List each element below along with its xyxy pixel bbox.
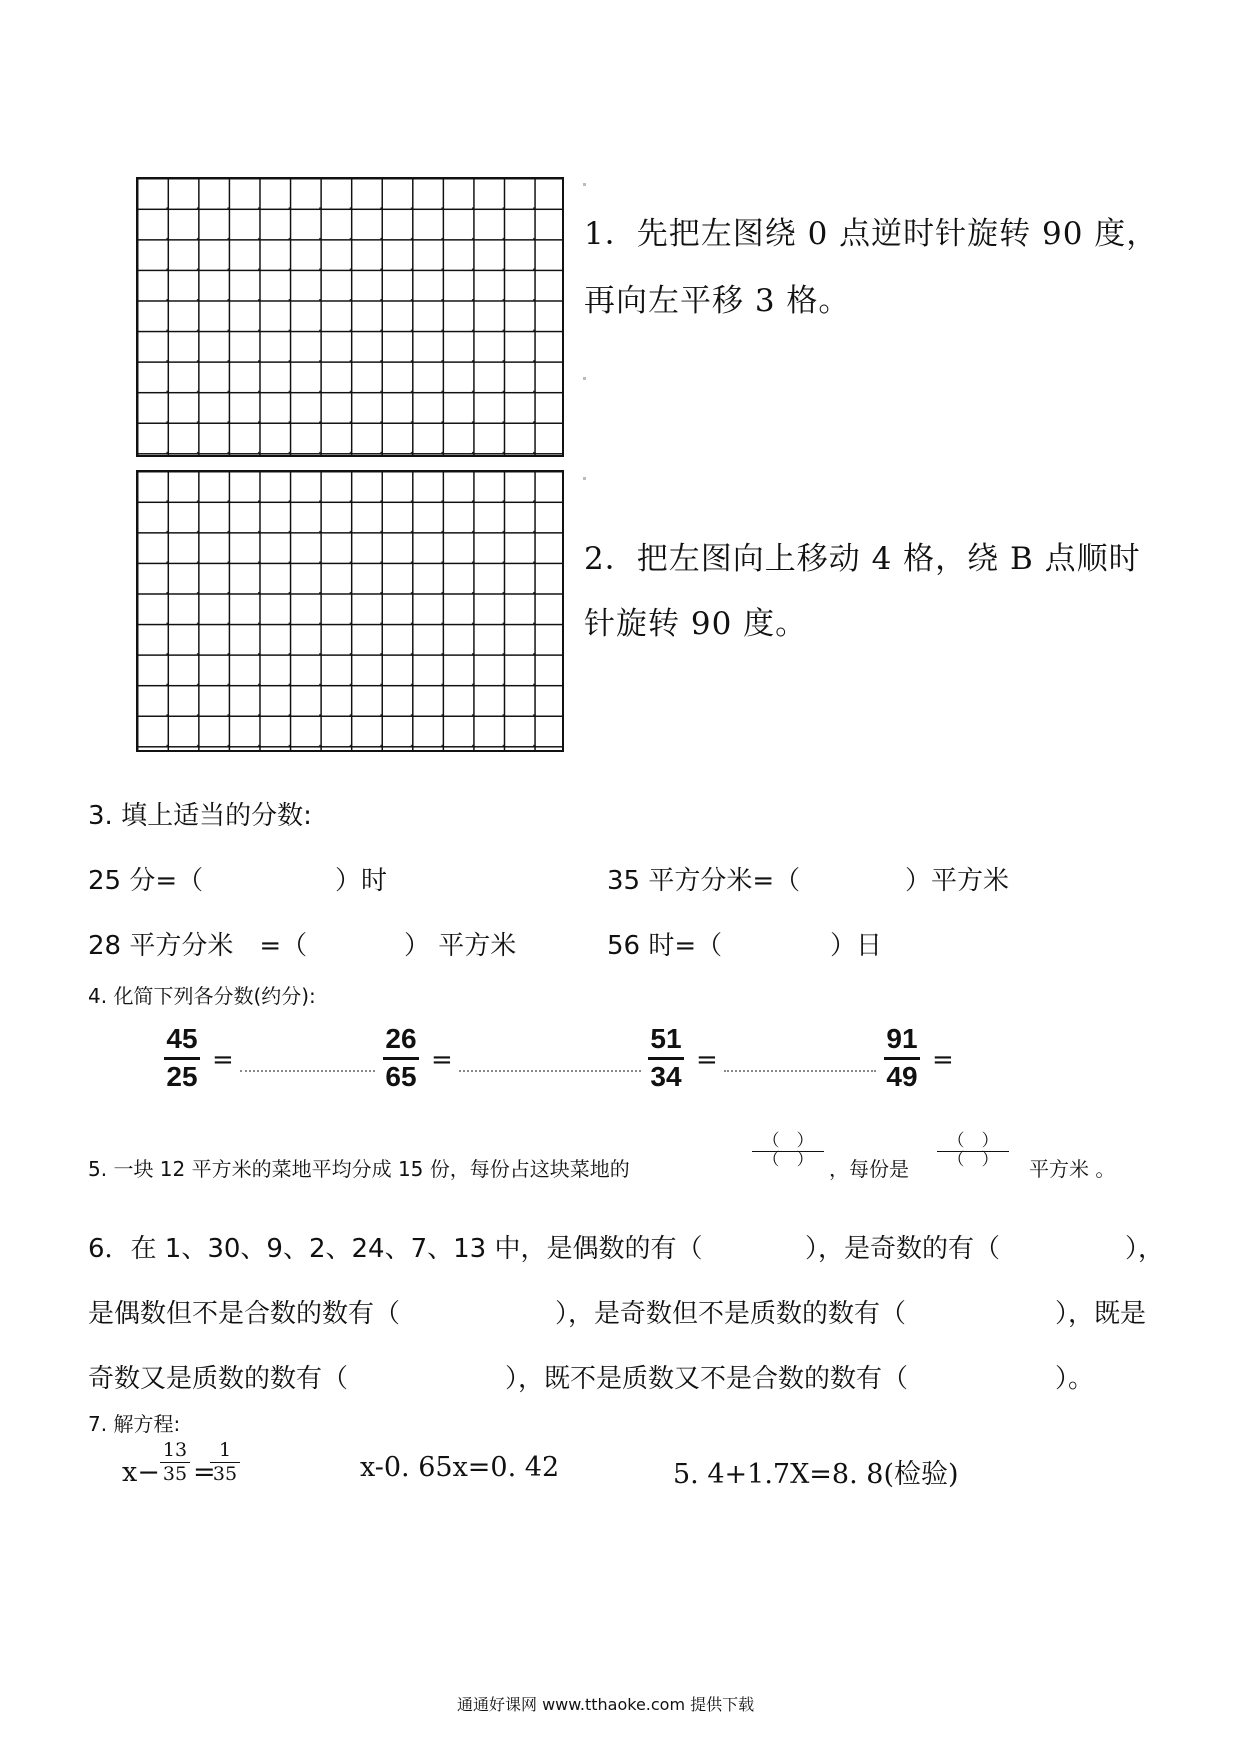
q6-line1-c: ）， xyxy=(1125,1234,1165,1264)
denominator: 25 xyxy=(166,1060,198,1092)
numerator: 26 xyxy=(385,1023,417,1054)
grid-paper-2 xyxy=(136,470,564,752)
blank-numerator: （ ） xyxy=(762,1131,814,1151)
answer-line xyxy=(240,1070,375,1072)
q7-eq1-fraction-2 xyxy=(210,1440,240,1485)
q2-line1: 2．把左图向上移动 4 格，绕 B 点顺时 xyxy=(584,541,1141,577)
q5-mid-text: ，每份是 xyxy=(829,1157,909,1181)
answer-line xyxy=(459,1070,641,1072)
q6-line2-a: 是偶数但不是合数的数有（ xyxy=(88,1299,401,1329)
q6-line3-c: ）。 xyxy=(1055,1364,1095,1394)
fraction-bar xyxy=(884,1057,920,1060)
q3-item-4-right: ）日 xyxy=(830,931,883,961)
answer-line xyxy=(724,1070,876,1072)
numerator: 91 xyxy=(886,1023,918,1054)
margin-dot xyxy=(583,377,586,380)
q3-item-2-left: 35 平方分米=（ xyxy=(607,866,801,896)
q1-line2: 再向左平移 3 格。 xyxy=(584,283,851,319)
q6-line2-b: ），是奇数但不是质数的数有（ xyxy=(555,1299,907,1329)
q4-fraction-1 xyxy=(164,1024,200,1093)
q4-fraction-4 xyxy=(884,1024,920,1093)
equals-sign: = xyxy=(696,1045,718,1075)
denominator: 35 xyxy=(212,1462,238,1485)
q3-item-3-left: 28 平方分米 =（ xyxy=(88,931,308,961)
q3-item-2-right: ）平方米 xyxy=(905,866,1010,896)
q7-title: 7. 解方程: xyxy=(88,1412,181,1436)
denominator: 35 xyxy=(162,1462,188,1485)
q3-title: 3. 填上适当的分数: xyxy=(88,801,312,831)
margin-dot xyxy=(583,183,586,186)
blank-denominator: （ ） xyxy=(947,1149,999,1170)
blank-denominator: （ ） xyxy=(762,1149,814,1170)
q3-item-4-left: 56 时=（ xyxy=(607,931,723,961)
q1-line1: 1．先把左图绕 0 点逆时针旋转 90 度， xyxy=(584,216,1159,252)
equals-sign: = xyxy=(932,1045,954,1075)
fraction-bar xyxy=(164,1057,200,1060)
q5-text: 5. 一块 12 平方米的菜地平均分成 15 份，每份占这块菜地的 xyxy=(88,1157,630,1181)
numerator: 1 xyxy=(218,1439,232,1461)
numerator: 51 xyxy=(650,1023,682,1054)
footer-text: 通通好课网 www.tthaoke.com 提供下载 xyxy=(457,1695,755,1714)
denominator: 49 xyxy=(886,1060,918,1092)
fraction-bar xyxy=(383,1057,419,1060)
q5-end-text: 平方米 。 xyxy=(1029,1157,1116,1181)
q7-eq1-equals: = xyxy=(193,1457,216,1488)
q5-blank-fraction-1 xyxy=(752,1133,824,1170)
q6-line1-a: 6．在 1、30、9、2、24、7、13 中，是偶数的有（ xyxy=(88,1234,703,1264)
q3-item-1-right: ）时 xyxy=(335,866,388,896)
q6-line3-a: 奇数又是质数的数有（ xyxy=(88,1364,349,1394)
q5-blank-fraction-2 xyxy=(937,1133,1009,1170)
q6-line1-b: ），是奇数的有（ xyxy=(805,1234,1001,1264)
denominator: 65 xyxy=(385,1060,417,1092)
q4-title: 4. 化简下列各分数(约分): xyxy=(88,984,316,1008)
q4-fraction-3 xyxy=(648,1024,684,1093)
numerator: 13 xyxy=(162,1439,188,1461)
numerator: 45 xyxy=(166,1023,198,1054)
equals-sign: = xyxy=(431,1045,453,1075)
denominator: 34 xyxy=(650,1060,682,1092)
q7-eq1-prefix: x− xyxy=(122,1457,160,1488)
fraction-bar xyxy=(648,1057,684,1060)
margin-dot xyxy=(583,477,586,480)
grid-paper-1 xyxy=(136,177,564,457)
q2-line2: 针旋转 90 度。 xyxy=(584,606,808,642)
equals-sign: = xyxy=(212,1045,234,1075)
q6-line2-c: ），既是 xyxy=(1055,1299,1147,1329)
q7-eq2: x-0. 65x=0. 42 xyxy=(360,1452,560,1483)
q7-eq3: 5. 4+1.7X=8. 8(检验) xyxy=(673,1459,959,1490)
q6-line3-b: ），既不是质数又不是合数的数有（ xyxy=(505,1364,909,1394)
blank-numerator: （ ） xyxy=(947,1131,999,1151)
q3-item-1-left: 25 分=（ xyxy=(88,866,204,896)
q4-fraction-2 xyxy=(383,1024,419,1093)
q7-eq1-fraction-1 xyxy=(160,1440,190,1485)
q3-item-3-right: ） 平方米 xyxy=(404,931,517,961)
